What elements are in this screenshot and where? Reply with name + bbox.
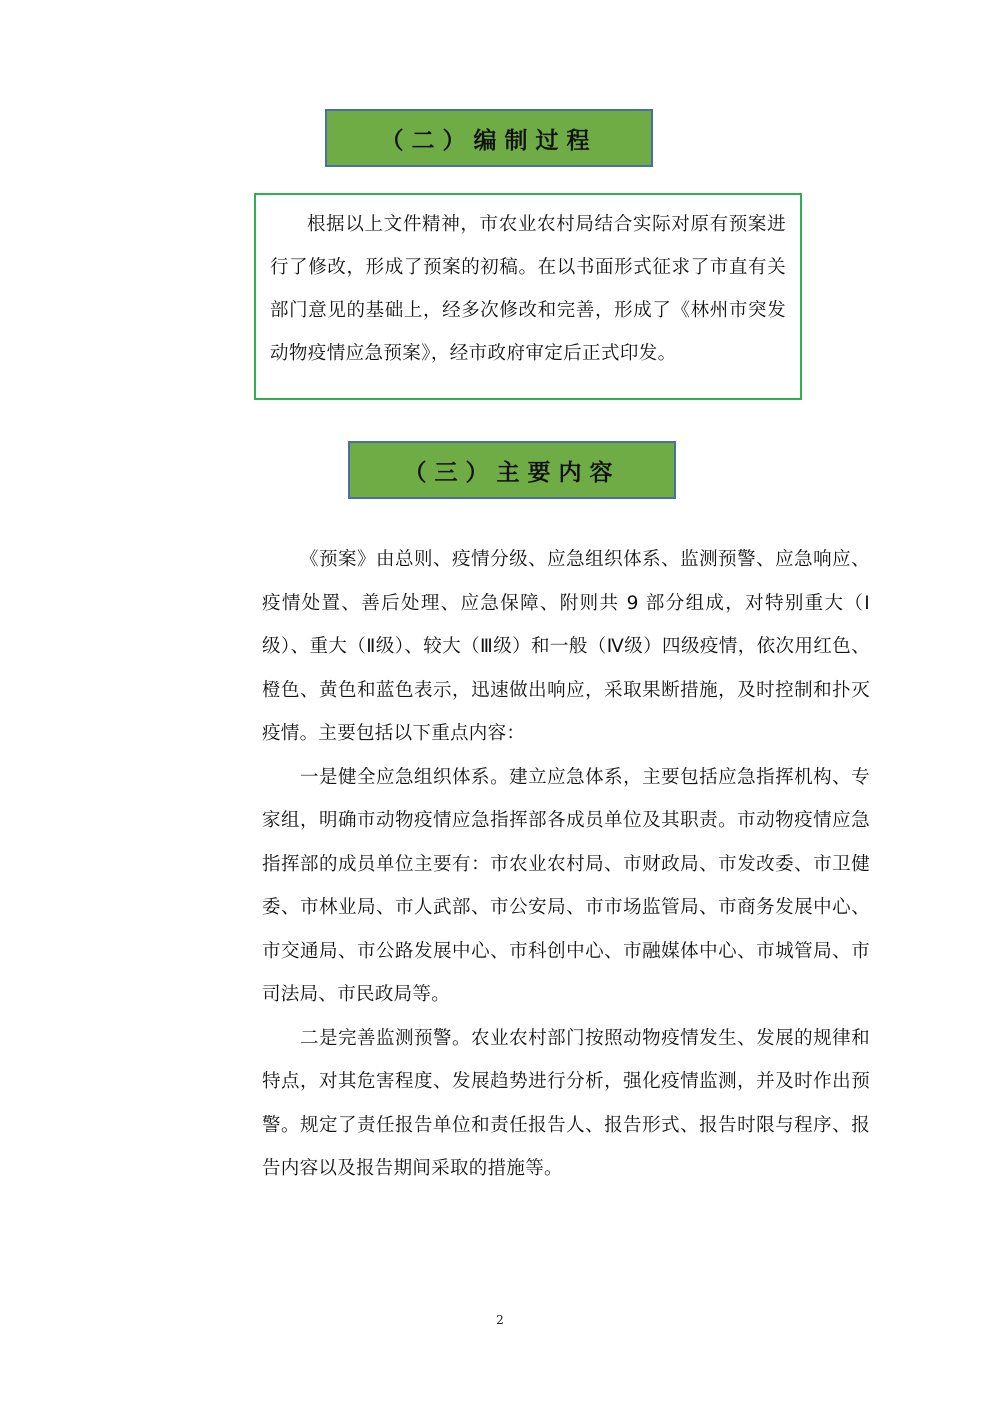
section-2-heading: （二）编制过程 [380, 127, 598, 154]
section-3-heading: （三）主要内容 [403, 459, 621, 486]
section-2-heading-banner [325, 109, 653, 167]
main-content-paragraph-overview: 《预案》由总则、疫情分级、应急组织体系、监测预警、应急响应、疫情处置、善后处理、应急保障、附则共 9 部分组成，对特别重大（Ⅰ级）、重大（Ⅱ级）、较大（Ⅲ级）和一般（Ⅳ级）四级疫情，依次用红色、橙色、黄色和蓝色表示，迅速做出响应，采取果断措施，及时控制和扑灭疫情。主要包括以下重点内容： [262, 549, 870, 744]
main-content-paragraph-monitoring: 二是完善监测预警。农业农村部门按照动物疫情发生、发展的规律和特点，对其危害程度、发展趋势进行分析，强化疫情监测，并及时作出预警。规定了责任报告单位和责任报告人、报告形式、报告时限与程序、报告内容以及报告期间采取的措施等。 [262, 1027, 870, 1179]
page-number: 2 [496, 1313, 504, 1327]
section-3-heading-banner [348, 441, 676, 499]
compilation-process-paragraph: 根据以上文件精神，市农业农村局结合实际对原有预案进行了修改，形成了预案的初稿。在以书面形式征求了市直有关部门意见的基础上，经多次修改和完善，形成了《林州市突发动物疫情应急预案》，经市政府审定后正式印发。 [270, 214, 786, 364]
main-content-body [262, 538, 870, 1191]
main-content-paragraph-organization: 一是健全应急组织体系。建立应急体系，主要包括应急指挥机构、专家组，明确市动物疫情应急指挥部各成员单位及其职责。市动物疫情应急指挥部的成员单位主要有：市农业农村局、市财政局、市发改委、市卫健委、市林业局、市人武部、市公安局、市市场监管局、市商务发展中心、市交通局、市公路发展中心、市科创中心、市融媒体中心、市城管局、市司法局、市民政局等。 [262, 766, 870, 1005]
compilation-process-box [254, 193, 802, 400]
